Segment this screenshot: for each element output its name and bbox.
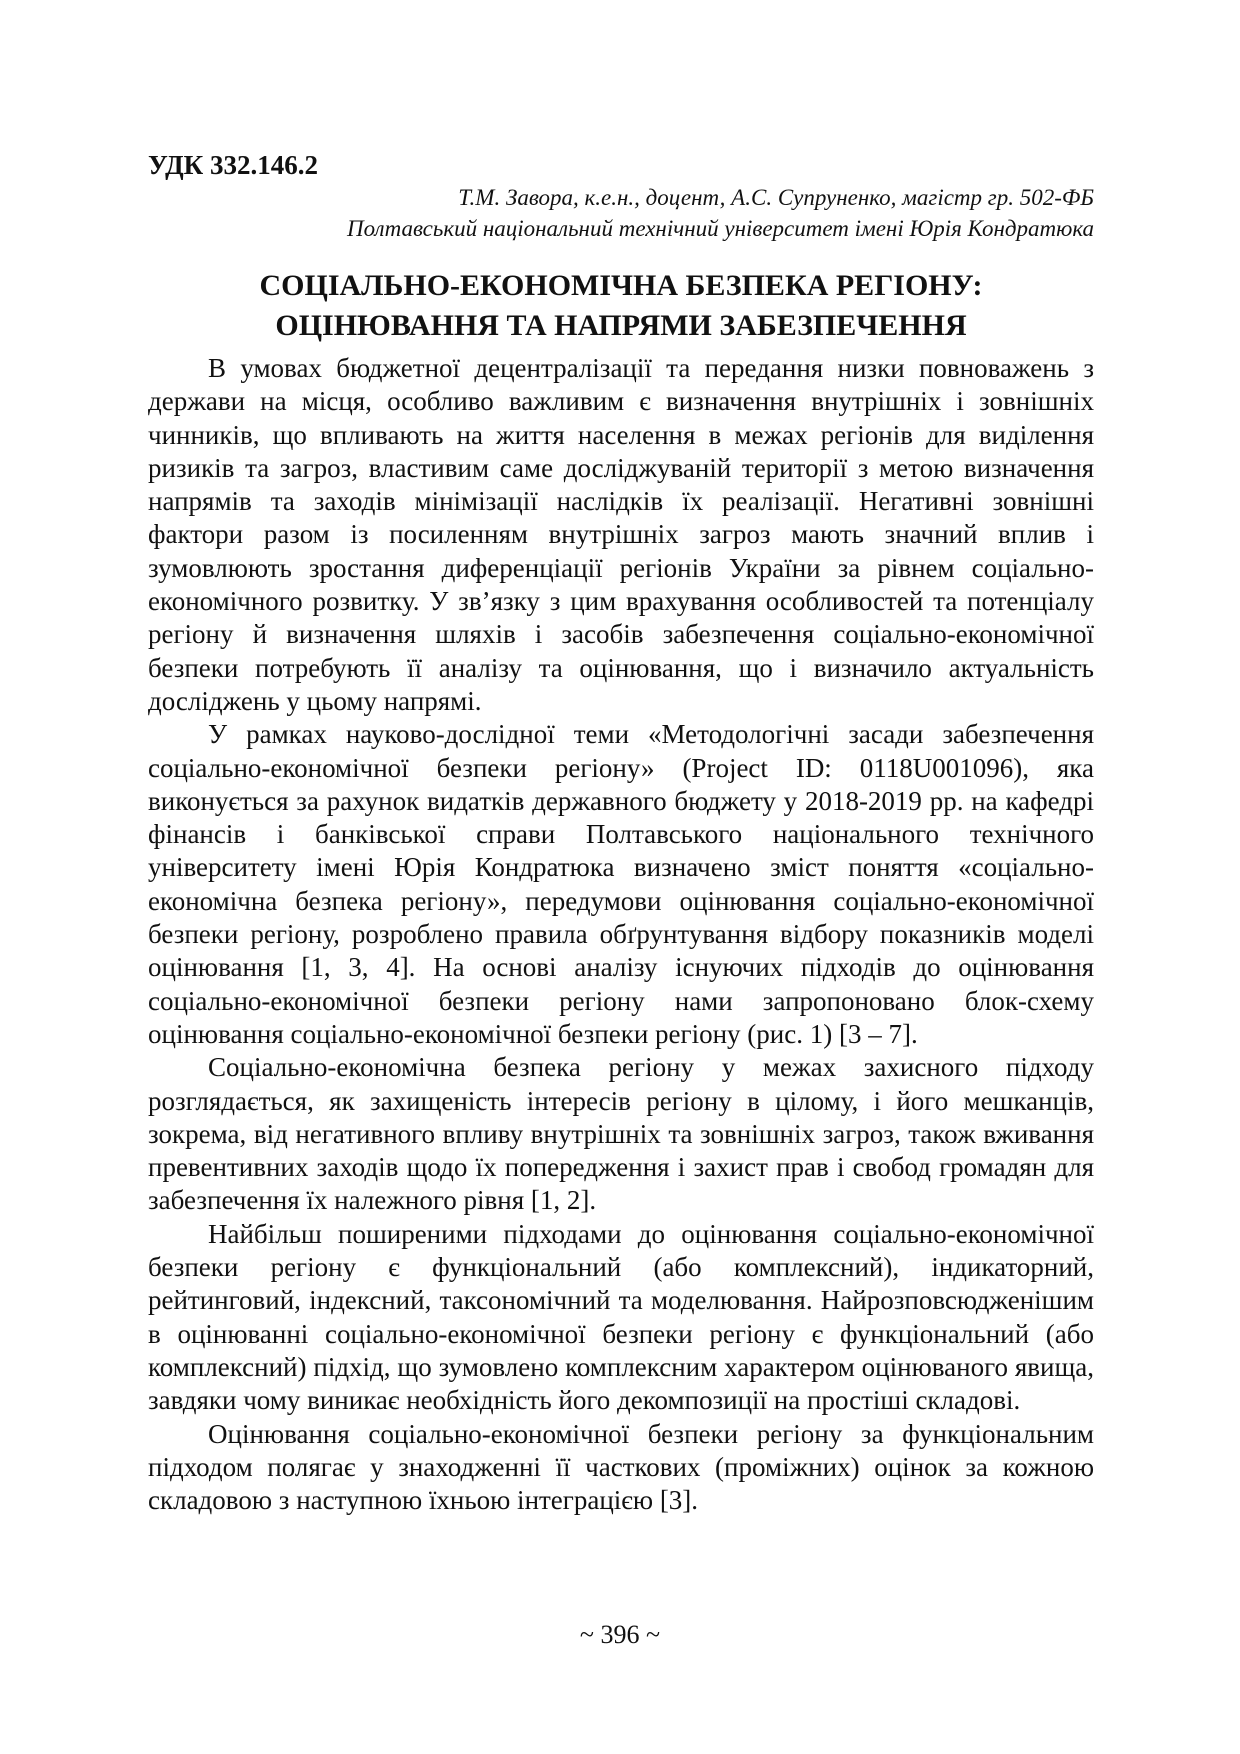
paragraph-4: Найбільш поширеними підходами до оцінювання соціально-економічної безпеки регіону є функціональний (або комплексний), індикаторний, рейтинговий, індексний, таксономічний та моделювання. Найрозповсюдженішим в оцінюванні соціально-економічної безпеки регіону є функціональний (або комплексний) підхід, що зумовлено комплексним характером оцінюваного явища, завдяки чому виникає необхідність його декомпозиції на простіші складові. [148, 1218, 1094, 1416]
title-line-2: ОЦІНЮВАННЯ ТА НАПРЯМИ ЗАБЕЗПЕЧЕННЯ [275, 309, 967, 342]
paragraph-2: У рамках науково-дослідної теми «Методологічні засади забезпечення соціально-економічної безпеки регіону» (Project ID: 0118U001096), яка виконується за рахунок видатків державного бюджету у 2018-2019 рр. на кафедрі фінансів і банківської справи Полтавського національного технічного університету імені Юрія Кондратюка визначено зміст поняття «соціально-економічна безпека регіону», передумови оцінювання соціально-економічної безпеки регіону, розроблено правила обґрунтування відбору показників моделі оцінювання [1, 3, 4]. На основі аналізу існуючих підходів до оцінювання соціально-економічної безпеки регіону нами запропоновано блок-схему оцінювання соціально-економічної безпеки регіону (рис. 1) [3 – 7]. [148, 719, 1094, 1049]
paragraph-3: Соціально-економічна безпека регіону у межах захисного підходу розглядається, як захищеність інтересів регіону в цілому, і його мешканців, зокрема, від негативного впливу внутрішніх та зовнішніх загроз, також вживання превентивних заходів щодо їх попередження і захист прав і свобод громадян для забезпечення їх належного рівня [1, 2]. [148, 1052, 1094, 1216]
udc-code: УДК 332.146.2 [148, 150, 318, 180]
article-body [148, 352, 1094, 1517]
page-number: ~ 396 ~ [579, 1620, 661, 1649]
article-title [148, 266, 1094, 346]
document-page [148, 148, 1094, 1517]
authors-line: Т.М. Завора, к.е.н., доцент, А.С. Супруненко, магістр гр. 502-ФБ [458, 185, 1094, 210]
paragraph-5: Оцінювання соціально-економічної безпеки регіону за функціональним підходом полягає у знаходженні її часткових (проміжних) оцінок за кожною складовою з наступною їхньою інтеграцією [3]. [148, 1418, 1094, 1516]
paragraph-1: В умовах бюджетної децентралізації та передання низки повноважень з держави на місця, особливо важливим є визначення внутрішніх і зовнішніх чинників, що впливають на життя населення в межах регіонів для виділення ризиків та загроз, властивим саме досліджуваній території з метою визначення напрямів та заходів мінімізації наслідків їх реалізації. Негативні зовнішні фактори разом із посиленням внутрішніх загроз мають значний вплив і зумовлюють зростання диференціації регіонів України за рівнем соціально-економічного розвитку. У зв’язку з цим врахування особливостей та потенціалу регіону й визначення шляхів і засобів забезпечення соціально-економічної безпеки потребують її аналізу та оцінювання, що і визначило актуальність досліджень у цьому напрямі. [148, 353, 1094, 716]
title-line-1: СОЦІАЛЬНО-ЕКОНОМІЧНА БЕЗПЕКА РЕГІОНУ: [259, 269, 983, 302]
affiliation-line: Полтавський національний технічний університет імені Юрія Кондратюка [347, 216, 1094, 241]
